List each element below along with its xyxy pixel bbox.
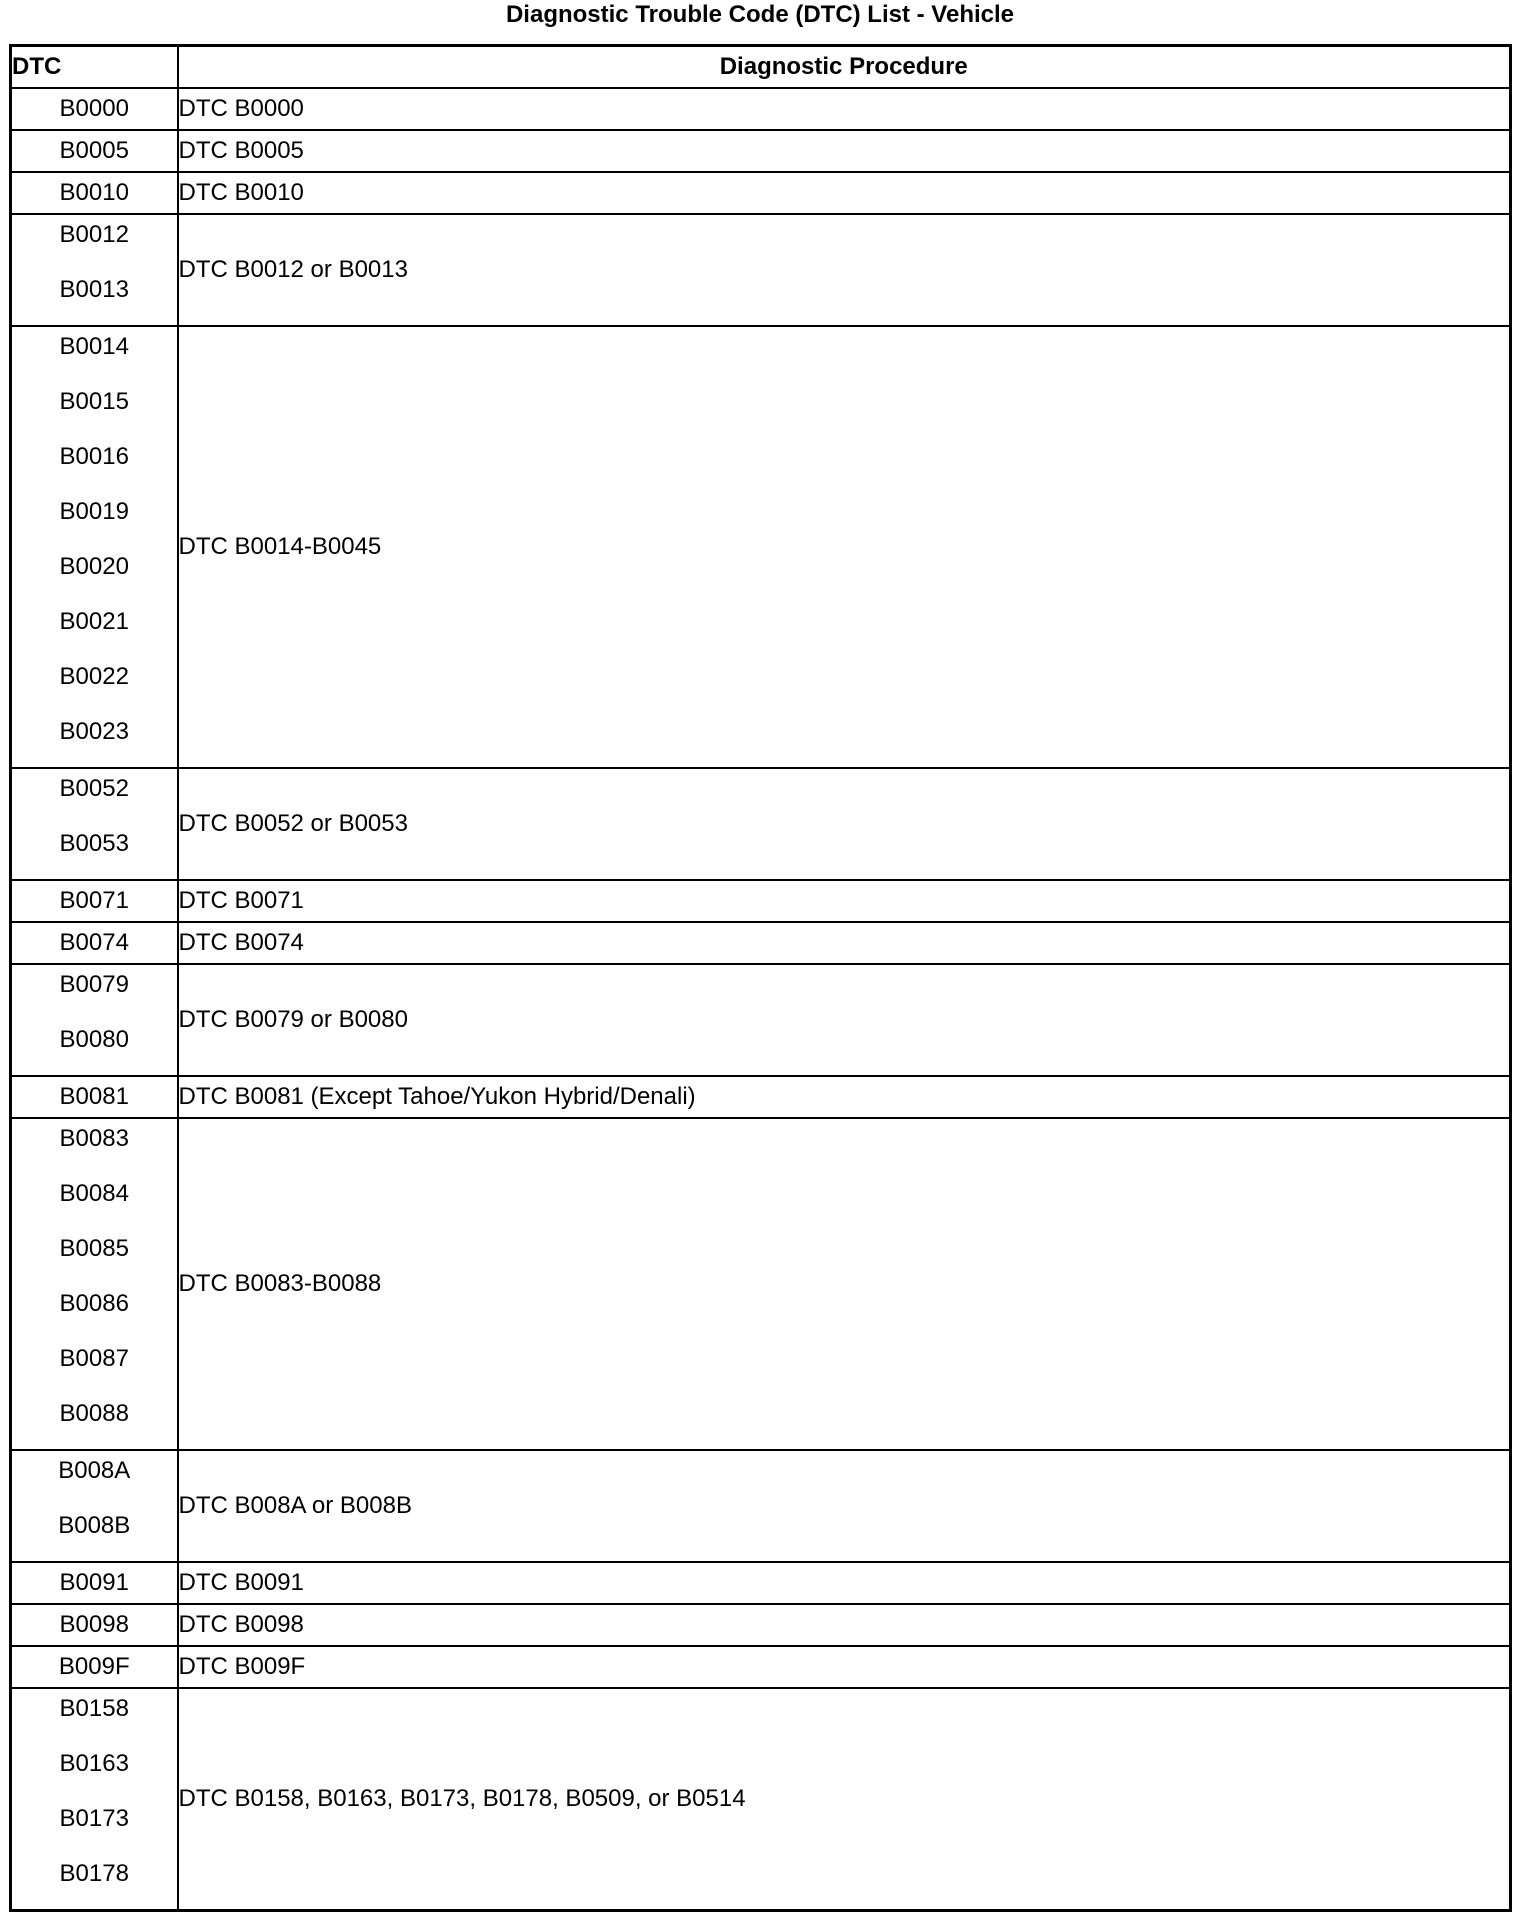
dtc-code: B0086 xyxy=(59,1290,129,1317)
dtc-code: B0081 xyxy=(59,1083,129,1110)
dtc-code-cell xyxy=(11,1118,178,1450)
diagnostic-procedure-cell: DTC B0158, B0163, B0173, B0178, B0509, or B0514 xyxy=(178,1688,1511,1911)
dtc-code: B0173 xyxy=(59,1805,129,1832)
dtc-code: B0178 xyxy=(59,1860,129,1887)
dtc-code-cell xyxy=(11,922,178,964)
diagnostic-procedure-cell: DTC B009F xyxy=(178,1646,1511,1688)
table-row xyxy=(11,326,1511,768)
column-header-dtc: DTC xyxy=(11,46,178,89)
table-row xyxy=(11,964,1511,1076)
dtc-code-cell xyxy=(11,1688,178,1911)
dtc-code: B0010 xyxy=(59,179,129,206)
table-row xyxy=(11,172,1511,214)
dtc-code-cell xyxy=(11,1604,178,1646)
dtc-code: B0023 xyxy=(59,718,129,745)
dtc-code: B009F xyxy=(58,1653,130,1680)
dtc-code: B0080 xyxy=(59,1026,129,1053)
dtc-code: B0074 xyxy=(59,929,129,956)
diagnostic-procedure-cell: DTC B0010 xyxy=(178,172,1511,214)
dtc-code: B008A xyxy=(58,1457,131,1484)
table-row xyxy=(11,1450,1511,1562)
dtc-code: B0005 xyxy=(59,137,129,164)
dtc-code: B0021 xyxy=(59,608,129,635)
table-row xyxy=(11,214,1511,326)
dtc-code: B0020 xyxy=(59,553,129,580)
diagnostic-procedure-cell: DTC B0083-B0088 xyxy=(178,1118,1511,1450)
dtc-code-cell xyxy=(11,130,178,172)
table-row xyxy=(11,880,1511,922)
diagnostic-procedure-cell: DTC B0091 xyxy=(178,1562,1511,1604)
dtc-code-cell xyxy=(11,214,178,326)
dtc-code-cell xyxy=(11,880,178,922)
table-row xyxy=(11,1646,1511,1688)
table-row xyxy=(11,88,1511,130)
table-row xyxy=(11,768,1511,880)
table-row xyxy=(11,1118,1511,1450)
page-title: Diagnostic Trouble Code (DTC) List - Vehicle xyxy=(505,1,1015,28)
dtc-code-cell xyxy=(11,88,178,130)
dtc-code: B0091 xyxy=(59,1569,129,1596)
dtc-code-cell xyxy=(11,1562,178,1604)
dtc-code-cell xyxy=(11,1076,178,1118)
dtc-code: B0053 xyxy=(59,830,129,857)
diagnostic-procedure-cell: DTC B0074 xyxy=(178,922,1511,964)
diagnostic-procedure-cell: DTC B0005 xyxy=(178,130,1511,172)
table-row xyxy=(11,1076,1511,1118)
dtc-code: B0083 xyxy=(59,1125,129,1152)
diagnostic-procedure-cell: DTC B0081 (Except Tahoe/Yukon Hybrid/Denali) xyxy=(178,1076,1511,1118)
dtc-table-body xyxy=(11,88,1511,1911)
diagnostic-procedure-cell: DTC B0000 xyxy=(178,88,1511,130)
column-header-procedure: Diagnostic Procedure xyxy=(178,46,1511,89)
dtc-code: B0022 xyxy=(59,663,129,690)
table-row xyxy=(11,1604,1511,1646)
dtc-code-cell xyxy=(11,1646,178,1688)
dtc-code-cell xyxy=(11,964,178,1076)
dtc-code: B0098 xyxy=(59,1611,129,1638)
diagnostic-procedure-cell: DTC B008A or B008B xyxy=(178,1450,1511,1562)
table-header-row xyxy=(11,46,1511,89)
table-row xyxy=(11,1688,1511,1911)
dtc-code: B0071 xyxy=(59,887,129,914)
dtc-code: B0163 xyxy=(59,1750,129,1777)
dtc-code: B0000 xyxy=(59,95,129,122)
dtc-code: B0013 xyxy=(59,276,129,303)
dtc-code: B008B xyxy=(58,1512,131,1539)
dtc-code: B0015 xyxy=(59,388,129,415)
diagnostic-procedure-cell: DTC B0079 or B0080 xyxy=(178,964,1511,1076)
dtc-code-cell xyxy=(11,326,178,768)
diagnostic-procedure-cell: DTC B0052 or B0053 xyxy=(178,768,1511,880)
diagnostic-procedure-cell: DTC B0071 xyxy=(178,880,1511,922)
diagnostic-procedure-cell: DTC B0098 xyxy=(178,1604,1511,1646)
dtc-code: B0019 xyxy=(59,498,129,525)
table-row xyxy=(11,922,1511,964)
table-row xyxy=(11,1562,1511,1604)
dtc-code: B0084 xyxy=(59,1180,129,1207)
dtc-table xyxy=(9,44,1512,1912)
dtc-code: B0079 xyxy=(59,971,129,998)
dtc-code: B0016 xyxy=(59,443,129,470)
dtc-code: B0088 xyxy=(59,1400,129,1427)
table-row xyxy=(11,130,1511,172)
dtc-code: B0087 xyxy=(59,1345,129,1372)
diagnostic-procedure-cell: DTC B0014-B0045 xyxy=(178,326,1511,768)
dtc-code: B0012 xyxy=(59,221,129,248)
dtc-code: B0085 xyxy=(59,1235,129,1262)
dtc-code: B0158 xyxy=(59,1695,129,1722)
dtc-code: B0052 xyxy=(59,775,129,802)
dtc-code-cell xyxy=(11,172,178,214)
dtc-code-cell xyxy=(11,768,178,880)
dtc-code: B0014 xyxy=(59,333,129,360)
diagnostic-procedure-cell: DTC B0012 or B0013 xyxy=(178,214,1511,326)
dtc-code-cell xyxy=(11,1450,178,1562)
